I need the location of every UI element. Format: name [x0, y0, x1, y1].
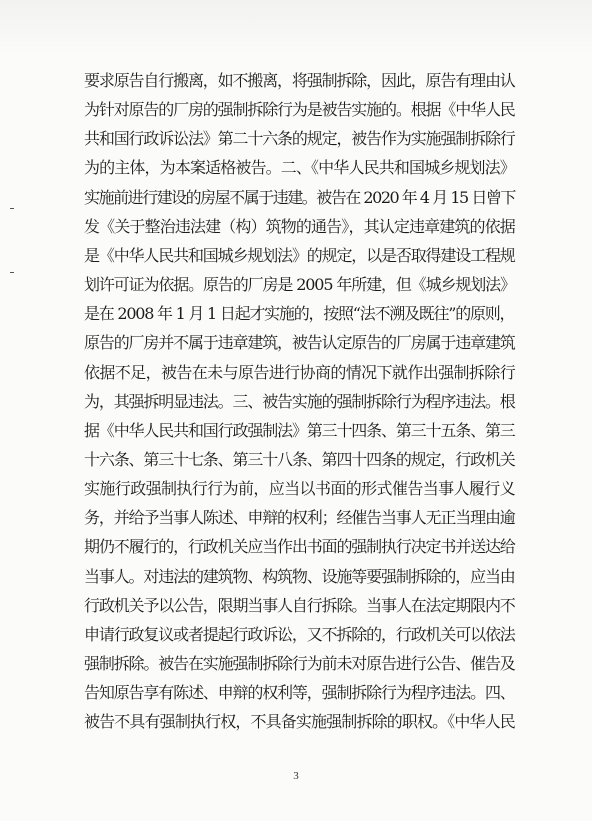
text-line: 务，并给予当事人陈述、申辩的权利；经催告当事人无正当理由逾	[84, 508, 515, 528]
text-line: 强制拆除。被告在实施强制拆除行为前未对原告进行公告、催告及	[84, 654, 515, 673]
text-line: 是《中华人民共和国城乡规划法》的规定，以是否取得建设工程规	[84, 245, 515, 265]
text-line: 当事人。对违法的建筑物、构筑物、设施等要强制拆除的，应当由	[84, 566, 515, 586]
text-line: 原告的厂房并不属于违章建筑，被告认定原告的厂房属于违章建筑	[84, 333, 515, 353]
text-line: 告知原告享有陈述、申辩的权利等，强制拆除行为程序违法。四、	[84, 683, 515, 703]
text-line: 十六条、第三十七条、第三十八条、第四十四条的规定，行政机关	[84, 449, 515, 469]
text-line: 行政机关予以公告，限期当事人自行拆除。当事人在法定期限内不	[84, 595, 515, 615]
text-line: 被告不具有强制执行权，不具备实施强制拆除的职权。《中华人民	[84, 712, 515, 732]
text-line: 据《中华人民共和国行政强制法》第三十四条、第三十五条、第三	[84, 420, 515, 440]
text-line: 为针对原告的厂房的强制拆除行为是被告实施的。根据《中华人民	[84, 100, 515, 120]
text-line: 是在 2008 年 1 月 1 日起才实施的，按照“法不溯及既往”的原则，	[84, 304, 515, 324]
margin-mark	[10, 208, 14, 209]
text-line: 为的主体，为本案适格被告。二、《中华人民共和国城乡规划法》	[84, 158, 515, 178]
scan-shadow	[0, 0, 592, 56]
page-number: 3	[293, 770, 299, 782]
text-line: 期仍不履行的，行政机关应当作出书面的强制执行决定书并送达给	[84, 537, 515, 557]
text-line: 发《关于整治违法建（构）筑物的通告》，其认定违章建筑的依据	[84, 216, 515, 236]
margin-mark	[10, 272, 14, 273]
text-line: 为，其强拆明显违法。三、被告实施的强制拆除行为程序违法。根	[84, 391, 515, 411]
text-line: 要求原告自行搬离，如不搬离，将强制拆除，因此，原告有理由认	[84, 71, 515, 90]
text-line: 实施行政强制执行行为前，应当以书面的形式催告当事人履行义	[84, 479, 516, 499]
text-line: 划许可证为依据。原告的厂房是 2005 年所建，但《城乡规划法》	[84, 275, 515, 295]
text-line: 实施前进行建设的房屋不属于违建。被告在 2020 年 4 月 15 日曾下	[84, 187, 515, 207]
text-line: 共和国行政诉讼法》第二十六条的规定，被告作为实施强制拆除行	[84, 129, 515, 149]
text-line: 申请行政复议或者提起行政诉讼，又不拆除的，行政机关可以依法	[84, 624, 515, 644]
text-line: 依据不足，被告在未与原告进行协商的情况下就作出强制拆除行	[84, 362, 516, 382]
